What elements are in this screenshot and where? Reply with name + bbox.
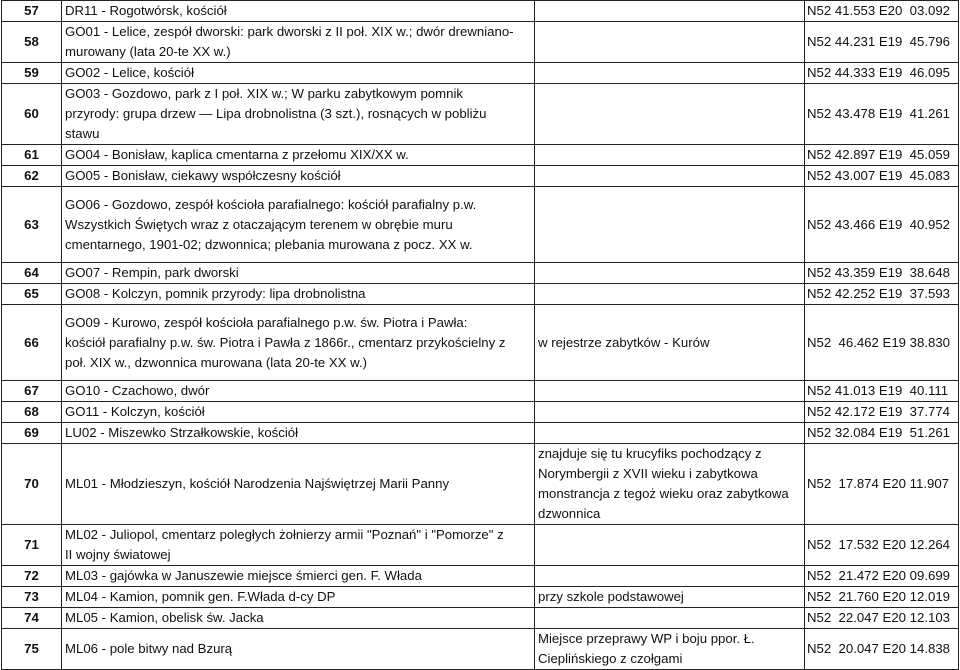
site-name <box>62 84 535 145</box>
gps-coordinates: N52 20.047 E20 14.838 <box>805 629 959 670</box>
site-name-line: GO05 - Bonisław, ciekawy współczesny kościół <box>65 168 341 183</box>
site-name-line: GO07 - Rempin, park dworski <box>65 265 239 280</box>
row-number: 59 <box>2 63 62 84</box>
site-name <box>62 1 535 22</box>
monuments-table <box>1 0 959 670</box>
table-row <box>2 608 959 629</box>
row-number: 57 <box>2 1 62 22</box>
row-number: 61 <box>2 145 62 166</box>
table-row <box>2 284 959 305</box>
gps-coordinates: N52 42.897 E19 45.059 <box>805 145 959 166</box>
site-note <box>535 145 805 166</box>
gps-coordinates: N52 17.532 E20 12.264 <box>805 525 959 566</box>
gps-coordinates: N52 43.478 E19 41.261 <box>805 84 959 145</box>
site-name <box>62 145 535 166</box>
row-number: 64 <box>2 263 62 284</box>
gps-coordinates: N52 44.231 E19 45.796 <box>805 22 959 63</box>
table-row <box>2 63 959 84</box>
site-name-line: GO11 - Kolczyn, kościół <box>65 404 205 419</box>
table-row <box>2 84 959 145</box>
site-name-line: poł. XIX w., dzwonnica murowana (lata 20-te XX w.) <box>65 354 367 370</box>
site-name <box>62 63 535 84</box>
row-number: 58 <box>2 22 62 63</box>
row-number: 66 <box>2 305 62 381</box>
site-name-line: GO01 - Lelice, zespół dworski: park dworski z II poł. XIX w.; dwór drewniano- <box>65 24 514 39</box>
site-note <box>535 629 805 670</box>
gps-coordinates: N52 17.874 E20 11.907 <box>805 444 959 525</box>
site-name-line: GO03 - Gozdowo, park z I poł. XIX w.; W parku zabytkowym pomnik <box>65 86 463 101</box>
site-name <box>62 525 535 566</box>
gps-coordinates: N52 44.333 E19 46.095 <box>805 63 959 84</box>
table-row <box>2 423 959 444</box>
site-note <box>535 263 805 284</box>
gps-coordinates: N52 41.553 E20 03.092 <box>805 1 959 22</box>
site-name <box>62 187 535 263</box>
site-note <box>535 305 805 381</box>
site-note <box>535 444 805 525</box>
gps-coordinates: N52 43.007 E19 45.083 <box>805 166 959 187</box>
site-name-line: GO04 - Bonisław, kaplica cmentarna z przełomu XIX/XX w. <box>65 147 409 162</box>
site-note-line: Norymbergii z XVII wieku i zabytkowa <box>538 466 758 481</box>
site-note <box>535 166 805 187</box>
gps-coordinates: N52 21.472 E20 09.699 <box>805 566 959 587</box>
site-name-line: GO06 - Gozdowo, zespół kościoła parafialnego: kościół parafialny p.w. <box>65 196 477 212</box>
gps-coordinates: N52 43.466 E19 40.952 <box>805 187 959 263</box>
site-name <box>62 566 535 587</box>
row-number: 71 <box>2 525 62 566</box>
site-name-line: GO08 - Kolczyn, pomnik przyrody: lipa drobnolistna <box>65 286 366 301</box>
site-name-line: II wojny światowej <box>65 547 171 562</box>
site-note-line: dzwonnica <box>538 506 601 521</box>
site-name-line: LU02 - Miszewko Strzałkowskie, kościół <box>65 425 299 440</box>
site-name-line: ML03 - gajówka w Januszewie miejsce śmierci gen. F. Włada <box>65 568 422 583</box>
row-number: 67 <box>2 381 62 402</box>
site-name <box>62 629 535 670</box>
row-number: 75 <box>2 629 62 670</box>
site-name <box>62 263 535 284</box>
table-row <box>2 381 959 402</box>
site-name-line: GO09 - Kurowo, zespół kościoła parafialnego p.w. św. Piotra i Pawła: <box>65 314 468 330</box>
table-row <box>2 525 959 566</box>
site-name-line: ML06 - pole bitwy nad Bzurą <box>65 641 233 656</box>
table-row <box>2 166 959 187</box>
row-number: 74 <box>2 608 62 629</box>
site-name <box>62 444 535 525</box>
site-name-line: ML05 - Kamion, obelisk św. Jacka <box>65 610 264 625</box>
site-name <box>62 305 535 381</box>
gps-coordinates: N52 22.047 E20 12.103 <box>805 608 959 629</box>
row-number: 65 <box>2 284 62 305</box>
row-number: 62 <box>2 166 62 187</box>
row-number: 68 <box>2 402 62 423</box>
row-number: 63 <box>2 187 62 263</box>
site-name-line: murowany (lata 20-te XX w.) <box>65 44 231 59</box>
site-note-line: znajduje się tu krucyfiks pochodzący z <box>538 446 762 461</box>
site-name <box>62 284 535 305</box>
site-name <box>62 166 535 187</box>
site-note-line: Miejsce przeprawy WP i boju ppor. Ł. <box>538 631 755 646</box>
site-note <box>535 84 805 145</box>
site-name <box>62 608 535 629</box>
site-note <box>535 1 805 22</box>
row-number: 69 <box>2 423 62 444</box>
table-row <box>2 145 959 166</box>
table-row <box>2 402 959 423</box>
table-row <box>2 566 959 587</box>
site-name-line: DR11 - Rogotwórsk, kościół <box>65 3 227 18</box>
site-name-line: cmentarnego, 1901-02; dzwonnica; plebania murowana z pocz. XX w. <box>65 236 473 252</box>
row-number: 60 <box>2 84 62 145</box>
site-name-line: stawu <box>65 126 100 141</box>
row-number: 70 <box>2 444 62 525</box>
site-note <box>535 587 805 608</box>
site-name-line: ML01 - Młodzieszyn, kościół Narodzenia Najświętrzej Marii Panny <box>65 476 450 491</box>
gps-coordinates: N52 42.172 E19 37.774 <box>805 402 959 423</box>
site-name <box>62 423 535 444</box>
site-name-line: GO10 - Czachowo, dwór <box>65 383 210 398</box>
table-row <box>2 444 959 525</box>
site-note-line: w rejestrze zabytków - Kurów <box>538 334 710 350</box>
site-note <box>535 566 805 587</box>
table-row <box>2 305 959 381</box>
gps-coordinates: N52 42.252 E19 37.593 <box>805 284 959 305</box>
table-row <box>2 263 959 284</box>
gps-coordinates: N52 41.013 E19 40.111 <box>805 381 959 402</box>
site-name-line: ML02 - Juliopol, cmentarz poległych żołnierzy armii "Poznań" i "Pomorze" z <box>65 527 504 542</box>
gps-coordinates: N52 32.084 E19 51.261 <box>805 423 959 444</box>
table-row <box>2 1 959 22</box>
site-note <box>535 608 805 629</box>
site-note <box>535 402 805 423</box>
site-note <box>535 63 805 84</box>
site-note <box>535 423 805 444</box>
table-body <box>2 1 959 670</box>
gps-coordinates: N52 43.359 E19 38.648 <box>805 263 959 284</box>
gps-coordinates: N52 21.760 E20 12.019 <box>805 587 959 608</box>
table-row <box>2 587 959 608</box>
site-note <box>535 525 805 566</box>
site-note-line: przy szkole podstawowej <box>538 589 684 604</box>
site-note-line: Cieplińskiego z czołgami <box>538 651 683 666</box>
row-number: 73 <box>2 587 62 608</box>
table-row <box>2 22 959 63</box>
site-name-line: kościół parafialny p.w. św. Piotra i Pawła z 1866r., cmentarz przykościelny z <box>65 334 506 350</box>
site-name <box>62 587 535 608</box>
row-number: 72 <box>2 566 62 587</box>
site-name-line: ML04 - Kamion, pomnik gen. F.Włada d-cy DP <box>65 589 336 604</box>
site-name <box>62 22 535 63</box>
gps-coordinates: N52 46.462 E19 38.830 <box>805 305 959 381</box>
table-row <box>2 187 959 263</box>
site-name <box>62 381 535 402</box>
site-note-line: monstrancja z tegoż wieku oraz zabytkowa <box>538 486 789 501</box>
site-name-line: GO02 - Lelice, kościół <box>65 65 194 80</box>
site-note <box>535 22 805 63</box>
table-row <box>2 629 959 670</box>
site-name-line: Wszystkich Świętych wraz z otaczającym terenem w obrębie muru <box>65 216 453 232</box>
site-name <box>62 402 535 423</box>
site-name-line: przyrody: grupa drzew — Lipa drobnolistna (3 szt.), rosnących w pobliżu <box>65 106 487 121</box>
site-note <box>535 187 805 263</box>
site-note <box>535 284 805 305</box>
site-note <box>535 381 805 402</box>
